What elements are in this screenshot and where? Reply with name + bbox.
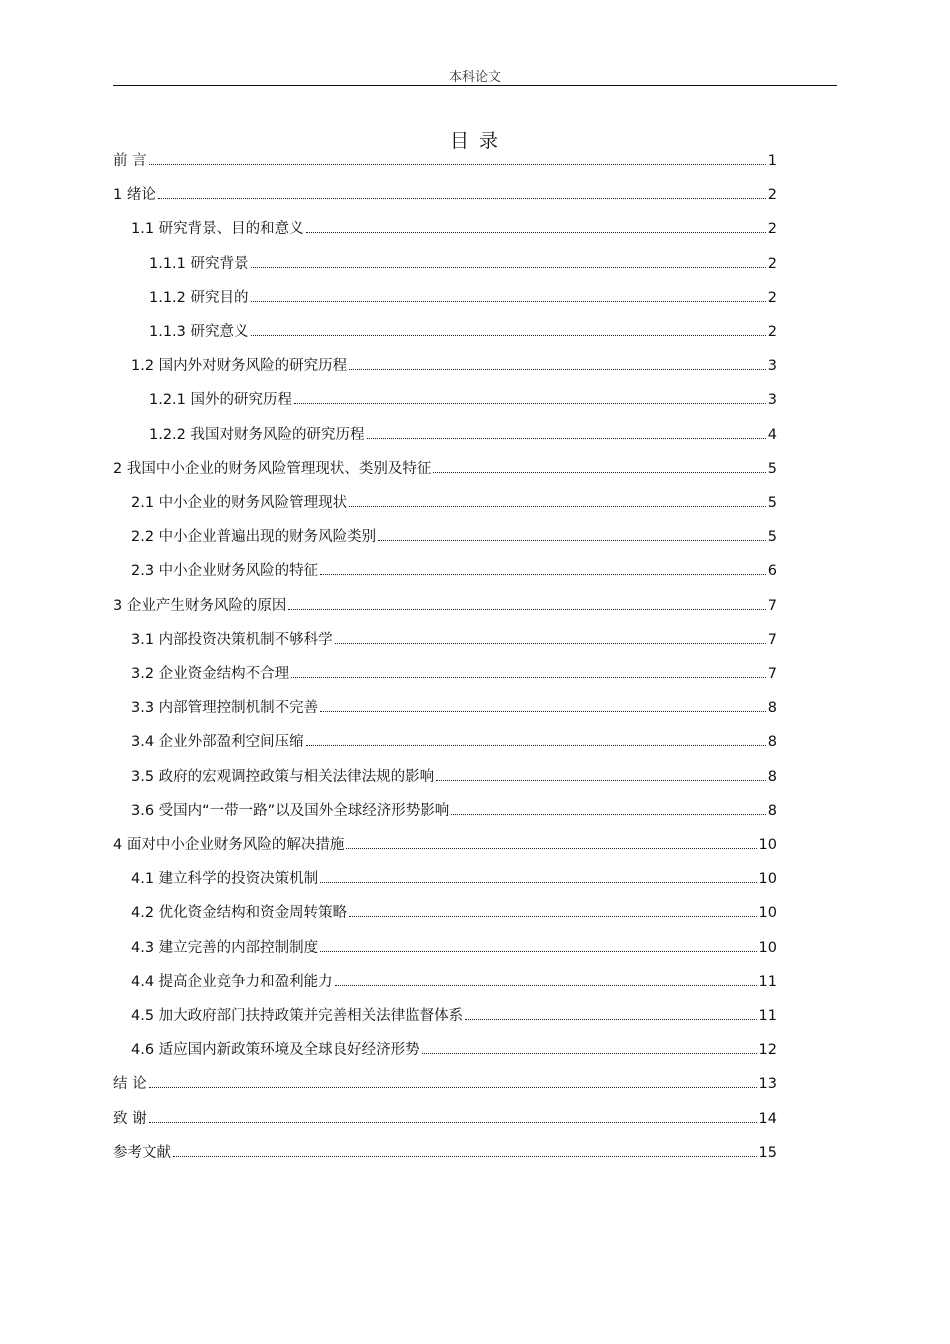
toc-entry-label: 4 面对中小企业财务风险的解决措施 — [113, 837, 345, 853]
toc-leader-dots — [335, 642, 766, 644]
toc-entry[interactable] — [113, 1141, 777, 1165]
toc-leader-dots — [320, 710, 766, 712]
toc-entry-page: 7 — [767, 597, 777, 614]
toc-entry[interactable] — [113, 1072, 777, 1096]
toc-entry-page: 12 — [758, 1042, 777, 1059]
toc-entry-page: 7 — [767, 631, 777, 648]
toc-entry-page: 8 — [767, 802, 777, 819]
toc-entry-page: 10 — [758, 905, 777, 922]
toc-entry-label: 4.3 建立完善的内部控制制度 — [131, 939, 319, 956]
toc-entry-page: 2 — [767, 289, 777, 306]
toc-entry-label: 4.2 优化资金结构和资金周转策略 — [131, 905, 348, 922]
toc-entry[interactable] — [113, 457, 777, 481]
toc-entry-label: 1 绪论 — [113, 187, 156, 204]
toc-leader-dots — [320, 950, 756, 952]
toc-entry[interactable] — [113, 183, 777, 207]
toc-entry-label: 3.3 内部管理控制机制不完善 — [131, 700, 319, 717]
toc-entry-page: 10 — [758, 871, 777, 888]
toc-entry-label: 3.1 内部投资决策机制不够科学 — [131, 631, 333, 648]
toc-entry-label: 1.1.3 研究意义 — [149, 324, 249, 340]
toc-entry[interactable] — [113, 1107, 777, 1131]
toc-leader-dots — [149, 163, 766, 165]
toc-entry[interactable] — [131, 970, 777, 994]
toc-leader-dots — [451, 813, 766, 815]
toc-entry[interactable] — [131, 628, 777, 652]
toc-entry-label: 2.2 中小企业普遍出现的财务风险类别 — [131, 529, 377, 546]
toc-leader-dots — [349, 915, 756, 917]
toc-entry[interactable] — [131, 901, 777, 925]
toc-entry-page: 1 — [767, 153, 777, 169]
toc-entry-label: 3.4 企业外部盈利空间压缩 — [131, 734, 304, 751]
toc-entry[interactable] — [149, 320, 777, 344]
toc-entry[interactable] — [149, 423, 777, 447]
toc-entry-page: 5 — [767, 495, 777, 511]
toc-entry[interactable] — [149, 286, 777, 310]
toc-entry[interactable] — [131, 491, 777, 515]
toc-leader-dots — [346, 847, 756, 849]
toc-leader-dots — [422, 1052, 757, 1054]
toc-leader-dots — [158, 197, 766, 199]
toc-leader-dots — [378, 539, 766, 541]
toc-entry-label: 3.5 政府的宏观调控政策与相关法律法规的影响 — [131, 768, 435, 785]
toc-leader-dots — [306, 231, 766, 233]
toc-entry-page: 3 — [767, 358, 777, 375]
toc-entry-label: 1.2.1 国外的研究历程 — [149, 392, 293, 409]
toc-entry-page: 14 — [758, 1110, 777, 1127]
toc-entry[interactable] — [131, 1004, 777, 1028]
toc-entry-page: 10 — [758, 837, 777, 853]
toc-entry-label: 致 谢 — [113, 1110, 147, 1127]
toc-leader-dots — [291, 676, 766, 678]
toc-entry[interactable] — [131, 730, 777, 754]
toc-entry-page: 11 — [758, 973, 777, 990]
toc-entry[interactable] — [131, 662, 777, 686]
toc-entry[interactable] — [131, 867, 777, 891]
toc-entry-label: 4.4 提高企业竞争力和盈利能力 — [131, 973, 333, 990]
toc-leader-dots — [251, 334, 766, 336]
toc-entry-label: 2 我国中小企业的财务风险管理现状、类别及特征 — [113, 460, 432, 477]
toc-entry-label: 前 言 — [113, 153, 147, 169]
toc-entry-label: 4.6 适应国内新政策环境及全球良好经济形势 — [131, 1042, 420, 1059]
toc-entry-label: 结 论 — [113, 1076, 147, 1093]
toc-entry[interactable] — [131, 936, 777, 960]
toc-leader-dots — [173, 1155, 757, 1157]
toc-entry-page: 4 — [767, 426, 777, 443]
toc-leader-dots — [335, 984, 757, 986]
toc-entry[interactable] — [131, 1038, 777, 1062]
toc-entry-page: 8 — [767, 734, 777, 751]
header-rule — [113, 85, 837, 86]
toc-entry-label: 1.2 国内外对财务风险的研究历程 — [131, 358, 348, 375]
toc-entry-page: 8 — [767, 700, 777, 717]
toc-leader-dots — [149, 1086, 757, 1088]
toc-leader-dots — [294, 402, 766, 404]
toc-entry-page: 2 — [767, 255, 777, 272]
toc-entry-page: 3 — [767, 392, 777, 409]
toc-leader-dots — [349, 368, 766, 370]
toc-entry-page: 8 — [767, 768, 777, 785]
toc-entry-label: 2.3 中小企业财务风险的特征 — [131, 563, 319, 580]
toc-entry[interactable] — [131, 799, 777, 823]
toc-entry-label: 3.6 受国内“一带一路”以及国外全球经济形势影响 — [131, 802, 450, 819]
toc-leader-dots — [251, 300, 766, 302]
toc-entry[interactable] — [149, 252, 777, 276]
toc-leader-dots — [288, 608, 765, 610]
toc-entry-page: 6 — [767, 563, 777, 580]
page-header: 本科论文 — [448, 70, 501, 85]
toc-entry-label: 1.1.2 研究目的 — [149, 289, 249, 306]
toc-entry[interactable] — [131, 765, 777, 789]
toc-entry-label: 1.1 研究背景、目的和意义 — [131, 221, 304, 238]
toc-entry[interactable] — [131, 696, 777, 720]
toc-entry-label: 4.5 加大政府部门扶持政策并完善相关法律监督体系 — [131, 1008, 464, 1024]
toc-entry-label: 3 企业产生财务风险的原因 — [113, 597, 287, 614]
toc-leader-dots — [320, 881, 756, 883]
toc-entry-page: 2 — [767, 187, 777, 204]
toc-entry-page: 11 — [758, 1008, 777, 1024]
toc-entry-page: 5 — [767, 529, 777, 546]
toc-entry[interactable] — [131, 559, 777, 583]
toc-entry-label: 1.2.2 我国对财务风险的研究历程 — [149, 426, 365, 443]
toc-leader-dots — [436, 779, 766, 781]
toc-title: 目 录 — [449, 130, 501, 152]
toc-entry-page: 13 — [758, 1076, 777, 1093]
toc-entry[interactable] — [113, 149, 777, 173]
toc-entry-label: 参考文献 — [113, 1144, 171, 1161]
toc-entry[interactable] — [131, 354, 777, 378]
toc-entry-page: 2 — [767, 324, 777, 340]
toc-leader-dots — [320, 573, 766, 575]
toc-entry-label: 1.1.1 研究背景 — [149, 255, 249, 272]
toc-entry-label: 2.1 中小企业的财务风险管理现状 — [131, 495, 348, 511]
toc-entry-label: 4.1 建立科学的投资决策机制 — [131, 871, 319, 888]
toc-leader-dots — [367, 437, 766, 439]
toc-entry[interactable] — [113, 833, 777, 857]
toc-leader-dots — [349, 505, 766, 507]
toc-entry-page: 5 — [767, 460, 777, 477]
toc-entry-page: 7 — [767, 666, 777, 682]
toc-entry-label: 3.2 企业资金结构不合理 — [131, 666, 290, 682]
toc-entry[interactable] — [131, 217, 777, 241]
toc-entry[interactable] — [131, 525, 777, 549]
toc-leader-dots — [465, 1018, 756, 1020]
toc-leader-dots — [306, 744, 766, 746]
toc-entry[interactable] — [113, 594, 777, 618]
toc-entry-page: 2 — [767, 221, 777, 238]
toc-entry-page: 15 — [758, 1144, 777, 1161]
toc-entry-page: 10 — [758, 939, 777, 956]
toc-leader-dots — [149, 1121, 757, 1123]
toc-leader-dots — [251, 266, 766, 268]
toc-entry[interactable] — [149, 388, 777, 412]
toc-leader-dots — [433, 471, 765, 473]
